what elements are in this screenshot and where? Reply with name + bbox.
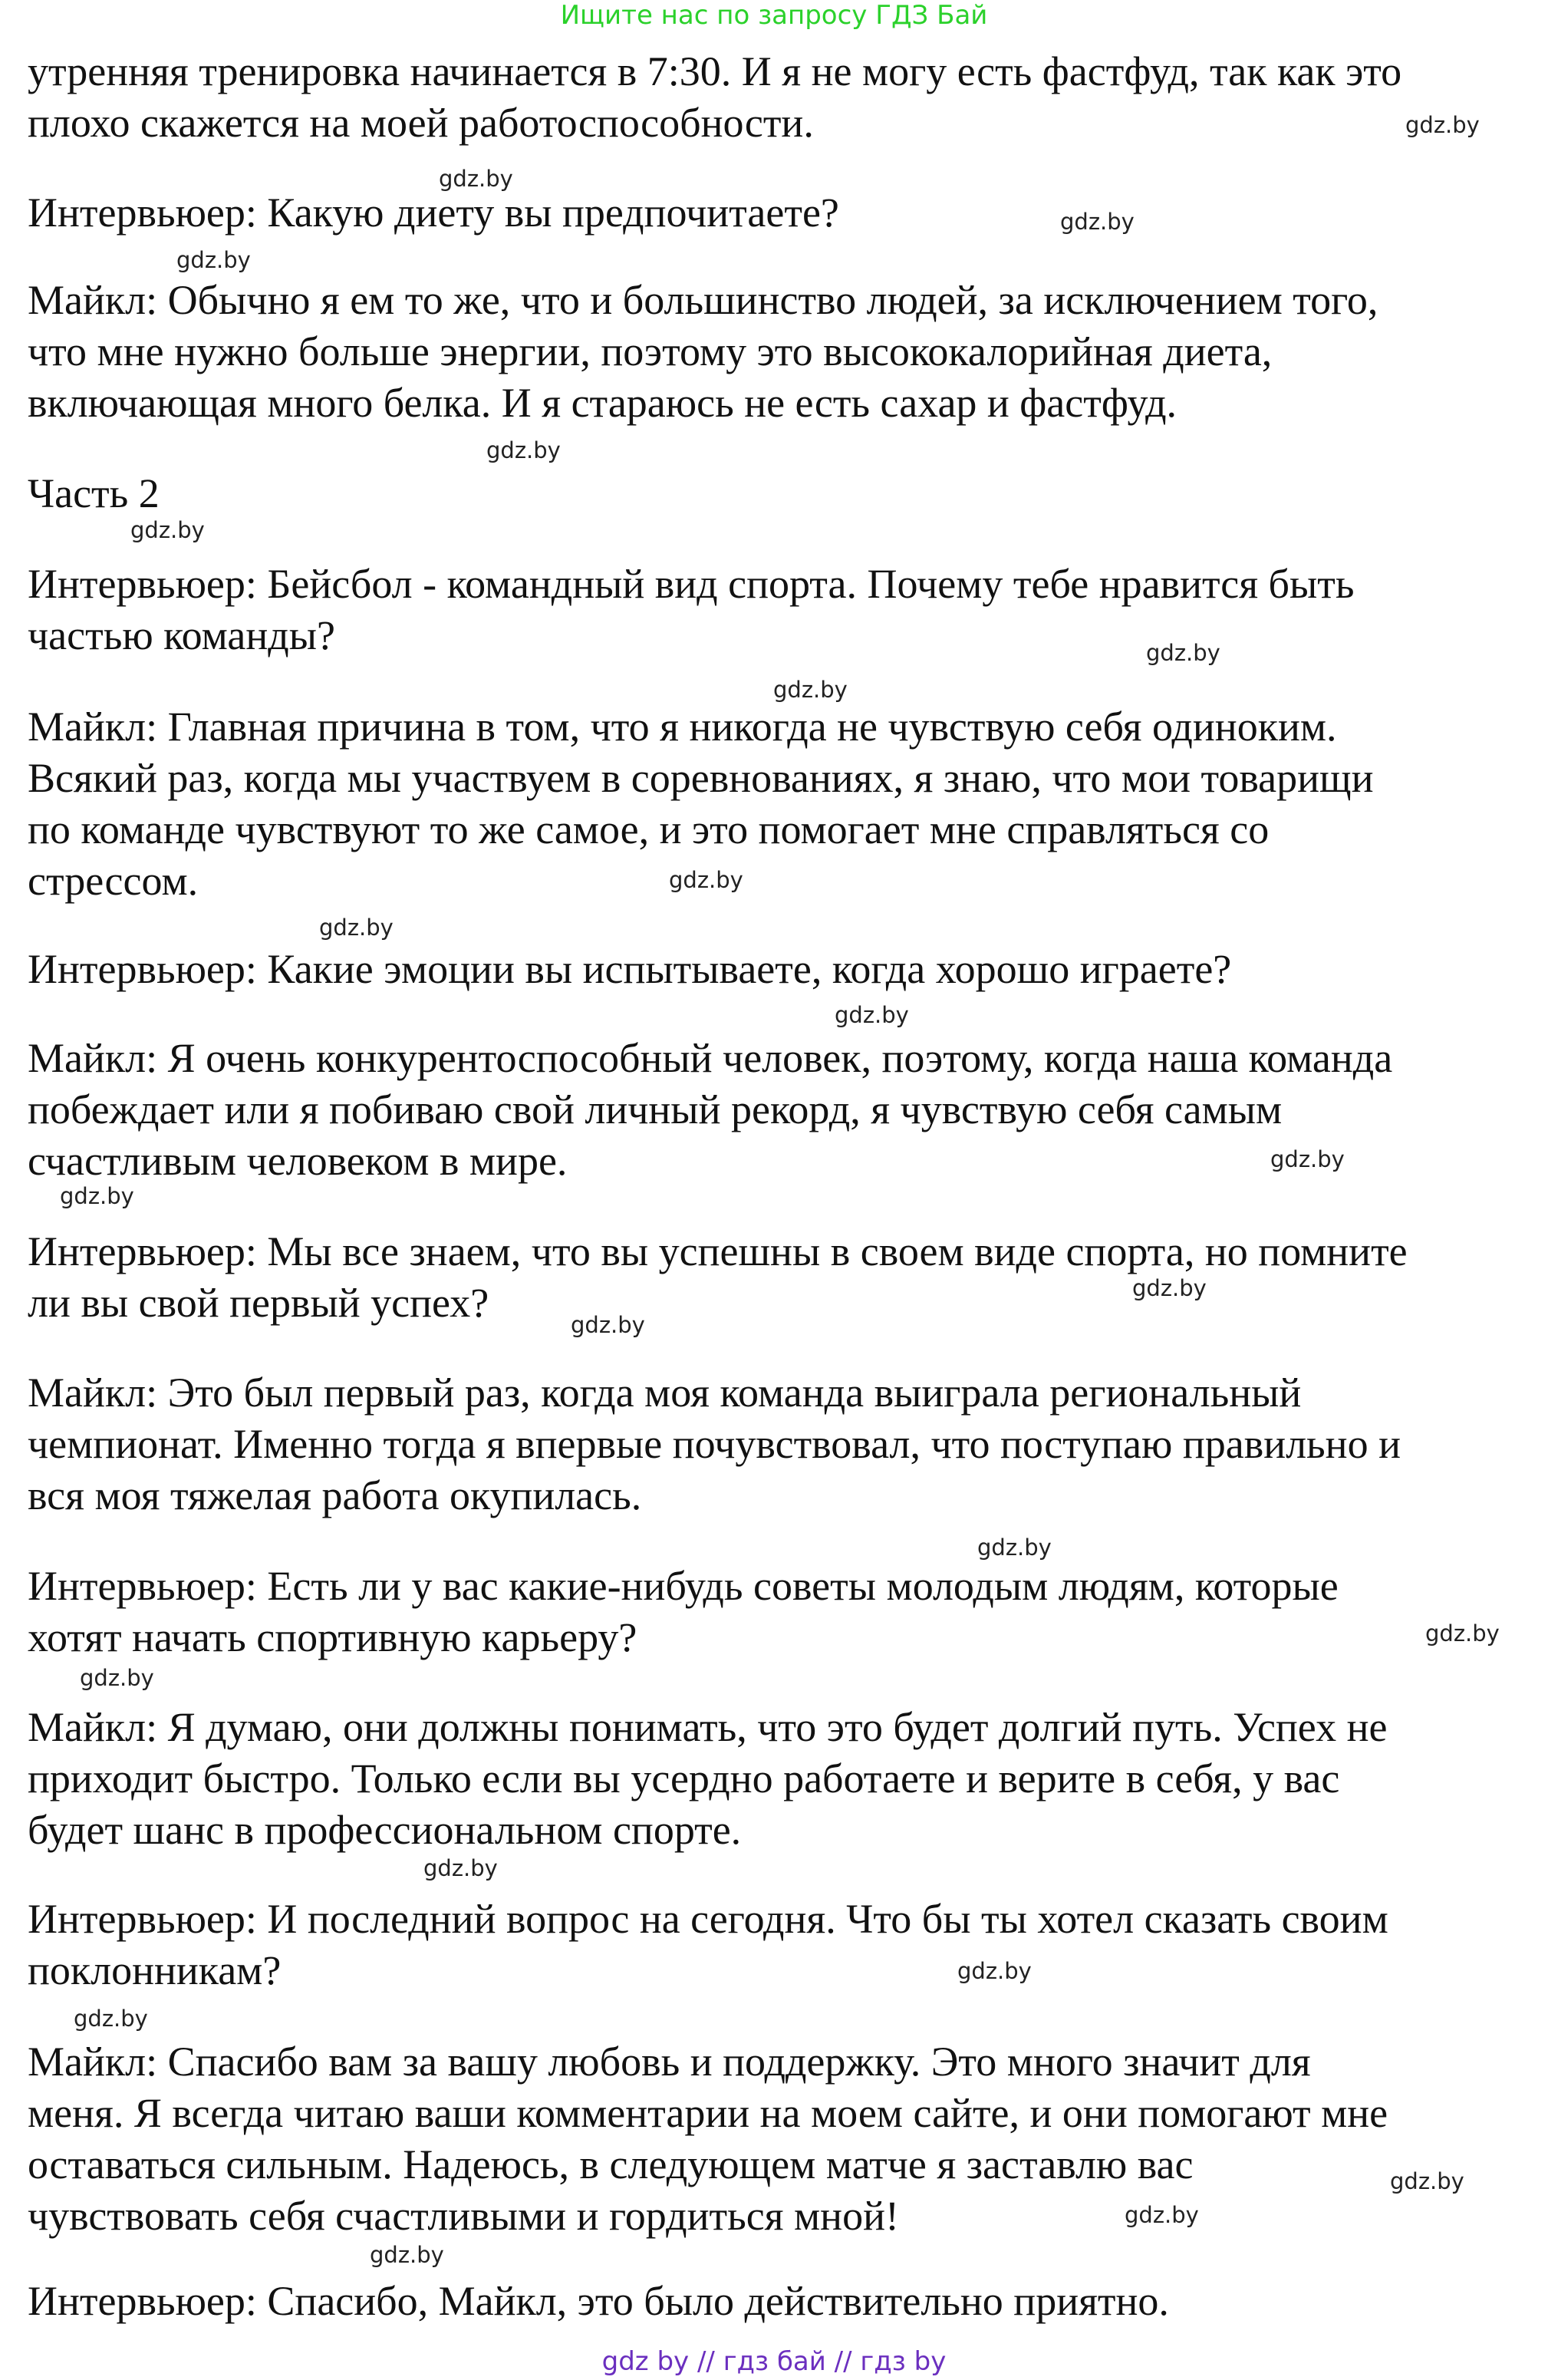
paragraph bbox=[28, 944, 1531, 995]
text-line: будет шанс в профессиональном спорте. bbox=[28, 1807, 742, 1853]
text-line: по команде чувствуют то же самое, и это помогает мне справляться со bbox=[28, 806, 1270, 852]
text-line: частью команды? bbox=[28, 612, 336, 658]
text-line: Всякий раз, когда мы участвуем в соревнованиях, я знаю, что мои товарищи bbox=[28, 755, 1374, 801]
text-line: поклонникам? bbox=[28, 1947, 282, 1993]
paragraph bbox=[28, 46, 1531, 149]
paragraph bbox=[28, 1894, 1531, 1996]
text-line: что мне нужно больше энергии, поэтому это высококалорийная диета, bbox=[28, 328, 1273, 374]
watermark: gdz.by bbox=[773, 677, 848, 703]
text-line: ли вы свой первый успех? bbox=[28, 1280, 489, 1326]
watermark: gdz.by bbox=[1060, 209, 1135, 235]
text-line: Интервьюер: И последний вопрос на сегодня. Что бы ты хотел сказать своим bbox=[28, 1896, 1388, 1942]
text-line: вся моя тяжелая работа окупилась. bbox=[28, 1472, 642, 1518]
watermark: gdz.by bbox=[439, 166, 513, 192]
text-line: приходит быстро. Только если вы усердно работаете и верите в себя, у вас bbox=[28, 1755, 1340, 1801]
text-line: плохо скажется на моей работоспособности. bbox=[28, 100, 814, 146]
text-line: хотят начать спортивную карьеру? bbox=[28, 1614, 637, 1660]
paragraph bbox=[28, 2276, 1531, 2327]
text-line: Интервьюер: Бейсбол - командный вид спорта. Почему тебе нравится быть bbox=[28, 561, 1355, 607]
watermark: gdz.by bbox=[669, 867, 743, 893]
watermark: gdz.by bbox=[60, 1183, 134, 1209]
text-line: Интервьюер: Мы все знаем, что вы успешны в своем виде спорта, но помните bbox=[28, 1228, 1408, 1274]
text-line: Интервьюер: Какие эмоции вы испытываете, когда хорошо играете? bbox=[28, 946, 1232, 992]
watermark: gdz.by bbox=[1146, 640, 1220, 666]
watermark: gdz.by bbox=[1425, 1620, 1500, 1647]
paragraph bbox=[28, 2036, 1531, 2242]
section-heading bbox=[28, 468, 1531, 519]
text-line: Интервьюер: Есть ли у вас какие-нибудь советы молодым людям, которые bbox=[28, 1563, 1339, 1609]
text-line: Интервьюер: Какую диету вы предпочитаете? bbox=[28, 190, 839, 236]
text-line: Майкл: Спасибо вам за вашу любовь и поддержку. Это много значит для bbox=[28, 2039, 1311, 2085]
text-line: Майкл: Главная причина в том, что я никогда не чувствую себя одиноким. bbox=[28, 704, 1337, 750]
text-line: Майкл: Это был первый раз, когда моя команда выиграла региональный bbox=[28, 1370, 1302, 1416]
paragraph bbox=[28, 187, 1531, 239]
text-line: счастливым человеком в мире. bbox=[28, 1138, 568, 1184]
watermark: gdz.by bbox=[1405, 112, 1480, 138]
watermark: gdz.by bbox=[1390, 2168, 1464, 2194]
header-search-hint[interactable]: Ищите нас по запросу ГДЗ Бай bbox=[560, 0, 988, 31]
watermark: gdz.by bbox=[1270, 1146, 1345, 1172]
text-line: чувствовать себя счастливыми и гордиться мной! bbox=[28, 2193, 899, 2239]
watermark: gdz.by bbox=[957, 1958, 1032, 1984]
watermark: gdz.by bbox=[370, 2242, 444, 2268]
watermark: gdz.by bbox=[486, 437, 561, 463]
watermark: gdz.by bbox=[176, 247, 251, 273]
text-line: оставаться сильным. Надеюсь, в следующем матче я заставлю вас bbox=[28, 2141, 1194, 2187]
footer-links[interactable]: gdz by // гдз бай // гдз by bbox=[601, 2346, 947, 2377]
text-line: утренняя тренировка начинается в 7:30. И я не могу есть фастфуд, так как это bbox=[28, 48, 1402, 94]
text-line: чемпионат. Именно тогда я впервые почувствовал, что поступаю правильно и bbox=[28, 1421, 1401, 1467]
watermark: gdz.by bbox=[571, 1312, 645, 1338]
watermark: gdz.by bbox=[319, 915, 394, 941]
text-line: побеждает или я побиваю свой личный рекорд, я чувствую себя самым bbox=[28, 1086, 1283, 1132]
paragraph bbox=[28, 559, 1531, 661]
paragraph bbox=[28, 701, 1531, 907]
text-line: Майкл: Я думаю, они должны понимать, что это будет долгий путь. Успех не bbox=[28, 1704, 1388, 1750]
watermark: gdz.by bbox=[74, 2006, 148, 2032]
paragraph bbox=[28, 1702, 1531, 1856]
paragraph bbox=[28, 1367, 1531, 1521]
watermark: gdz.by bbox=[835, 1002, 909, 1028]
paragraph bbox=[28, 1561, 1531, 1663]
text-line: меня. Я всегда читаю ваши комментарии на моем сайте, и они помогают мне bbox=[28, 2090, 1388, 2136]
text-line: Интервьюер: Спасибо, Майкл, это было действительно приятно. bbox=[28, 2278, 1169, 2324]
watermark: gdz.by bbox=[130, 517, 205, 543]
watermark: gdz.by bbox=[1132, 1275, 1207, 1301]
watermark: gdz.by bbox=[80, 1665, 154, 1691]
paragraph bbox=[28, 1226, 1531, 1329]
watermark: gdz.by bbox=[1125, 2202, 1199, 2228]
text-line: Майкл: Обычно я ем то же, что и большинство людей, за исключением того, bbox=[28, 277, 1378, 323]
text-line: стрессом. bbox=[28, 858, 199, 904]
text-line: Часть 2 bbox=[28, 470, 160, 516]
watermark: gdz.by bbox=[423, 1855, 498, 1881]
text-line: включающая много белка. И я стараюсь не есть сахар и фастфуд. bbox=[28, 380, 1177, 426]
watermark: gdz.by bbox=[977, 1534, 1052, 1561]
text-line: Майкл: Я очень конкурентоспособный человек, поэтому, когда наша команда bbox=[28, 1035, 1393, 1081]
paragraph bbox=[28, 275, 1531, 429]
